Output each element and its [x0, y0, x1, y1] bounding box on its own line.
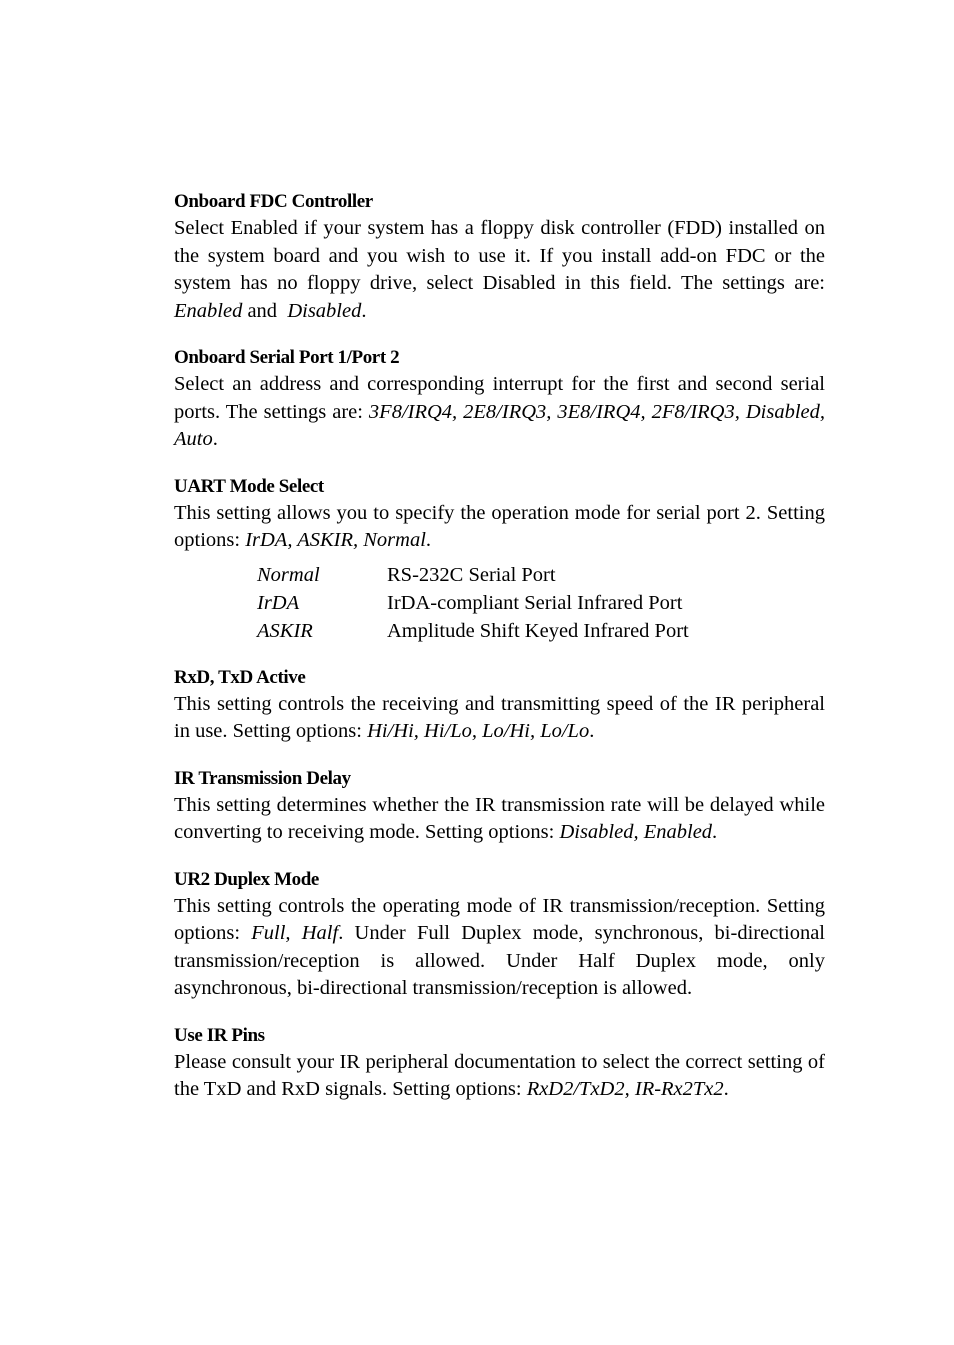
- description-text: .: [425, 529, 432, 551]
- section-heading: Onboard Serial Port 1/Port 2: [174, 347, 400, 368]
- mode-table-row: [257, 617, 825, 645]
- section-description: [174, 500, 825, 555]
- mode-description: IrDA-compliant Serial Infrared Port: [387, 591, 683, 614]
- mode-description: RS-232C Serial Port: [387, 563, 556, 586]
- option-value: Disabled: [287, 299, 362, 322]
- description-text: Select Enabled if your system has a floppy disk controller (FDD) installed on the system board and you wish to use it. If you install add-on FDC or the system has no floppy drive, select Disabled in this field. The settings are:: [174, 217, 825, 294]
- option-values: Hi/Hi, Hi/Lo, Lo/Hi, Lo/Lo: [367, 720, 590, 742]
- section-ir-transmission-delay: [174, 765, 825, 847]
- section-description: [174, 215, 825, 325]
- section-heading: Onboard FDC Controller: [174, 191, 373, 212]
- section-description: [174, 792, 825, 847]
- section-heading: UART Mode Select: [174, 475, 324, 497]
- option-values: IrDA, ASKIR, Normal: [245, 529, 426, 551]
- section-description: [174, 691, 825, 746]
- description-text: .: [212, 428, 218, 450]
- section-rxd-txd-active: [174, 664, 825, 746]
- option-values: 3F8/IRQ4, 2E8/IRQ3, 3E8/IRQ4, 2F8/IRQ3, Disabled, Auto: [174, 400, 825, 450]
- section-heading: UR2 Duplex Mode: [174, 868, 319, 890]
- section-use-ir-pins: [174, 1022, 825, 1104]
- section-heading: IR Transmission Delay: [174, 767, 351, 789]
- mode-table: [257, 561, 825, 645]
- description-text: . Under Full Duplex mode, synchronous, bi-directional transmission/reception is allowed. Under Half Duplex mode, only asynchronous, bi-directional transmission/reception is allowed.: [174, 922, 825, 999]
- mode-table-row: [257, 561, 825, 589]
- description-text: Please consult your IR peripheral documentation to select the correct setting of the TxD and RxD signals. Setting options:: [174, 1050, 825, 1100]
- section-description: [174, 371, 825, 454]
- description-text: .: [723, 1078, 729, 1100]
- section-heading: Use IR Pins: [174, 1024, 265, 1046]
- section-onboard-serial-port: [174, 344, 825, 454]
- option-values: Disabled, Enabled: [559, 821, 713, 843]
- description-text: This setting controls the operating mode of IR transmission/reception. Setting options:: [174, 894, 825, 944]
- section-ur2-duplex-mode: [174, 866, 825, 1003]
- section-description: [174, 1049, 825, 1104]
- description-text: This setting allows you to specify the operation mode for serial port 2. Setting options:: [174, 501, 825, 551]
- description-text: .: [589, 720, 595, 742]
- description-text: .: [712, 821, 718, 843]
- section-onboard-fdc-controller: [174, 188, 825, 325]
- mode-table-row: [257, 589, 825, 617]
- description-text: Select an address and corresponding interrupt for the first and second serial ports. The settings are:: [174, 373, 825, 423]
- section-description: [174, 893, 825, 1003]
- option-values: RxD2/TxD2, IR-Rx2Tx2: [526, 1078, 724, 1100]
- option-value: Enabled: [174, 299, 243, 322]
- section-heading: RxD, TxD Active: [174, 666, 306, 688]
- mode-name: Normal: [257, 563, 320, 586]
- mode-name: IrDA: [257, 591, 300, 614]
- description-text: and: [242, 299, 288, 322]
- section-uart-mode-select: [174, 473, 825, 645]
- description-text: This setting controls the receiving and transmitting speed of the IR peripheral in use. Setting options:: [174, 692, 825, 742]
- description-text: .: [361, 299, 367, 322]
- description-text: This setting determines whether the IR transmission rate will be delayed while converting to receiving mode. Setting options:: [174, 793, 825, 843]
- document-body: [174, 188, 825, 1123]
- mode-name: ASKIR: [257, 619, 313, 642]
- option-values: Full, Half: [251, 922, 339, 944]
- mode-description: Amplitude Shift Keyed Infrared Port: [387, 619, 689, 642]
